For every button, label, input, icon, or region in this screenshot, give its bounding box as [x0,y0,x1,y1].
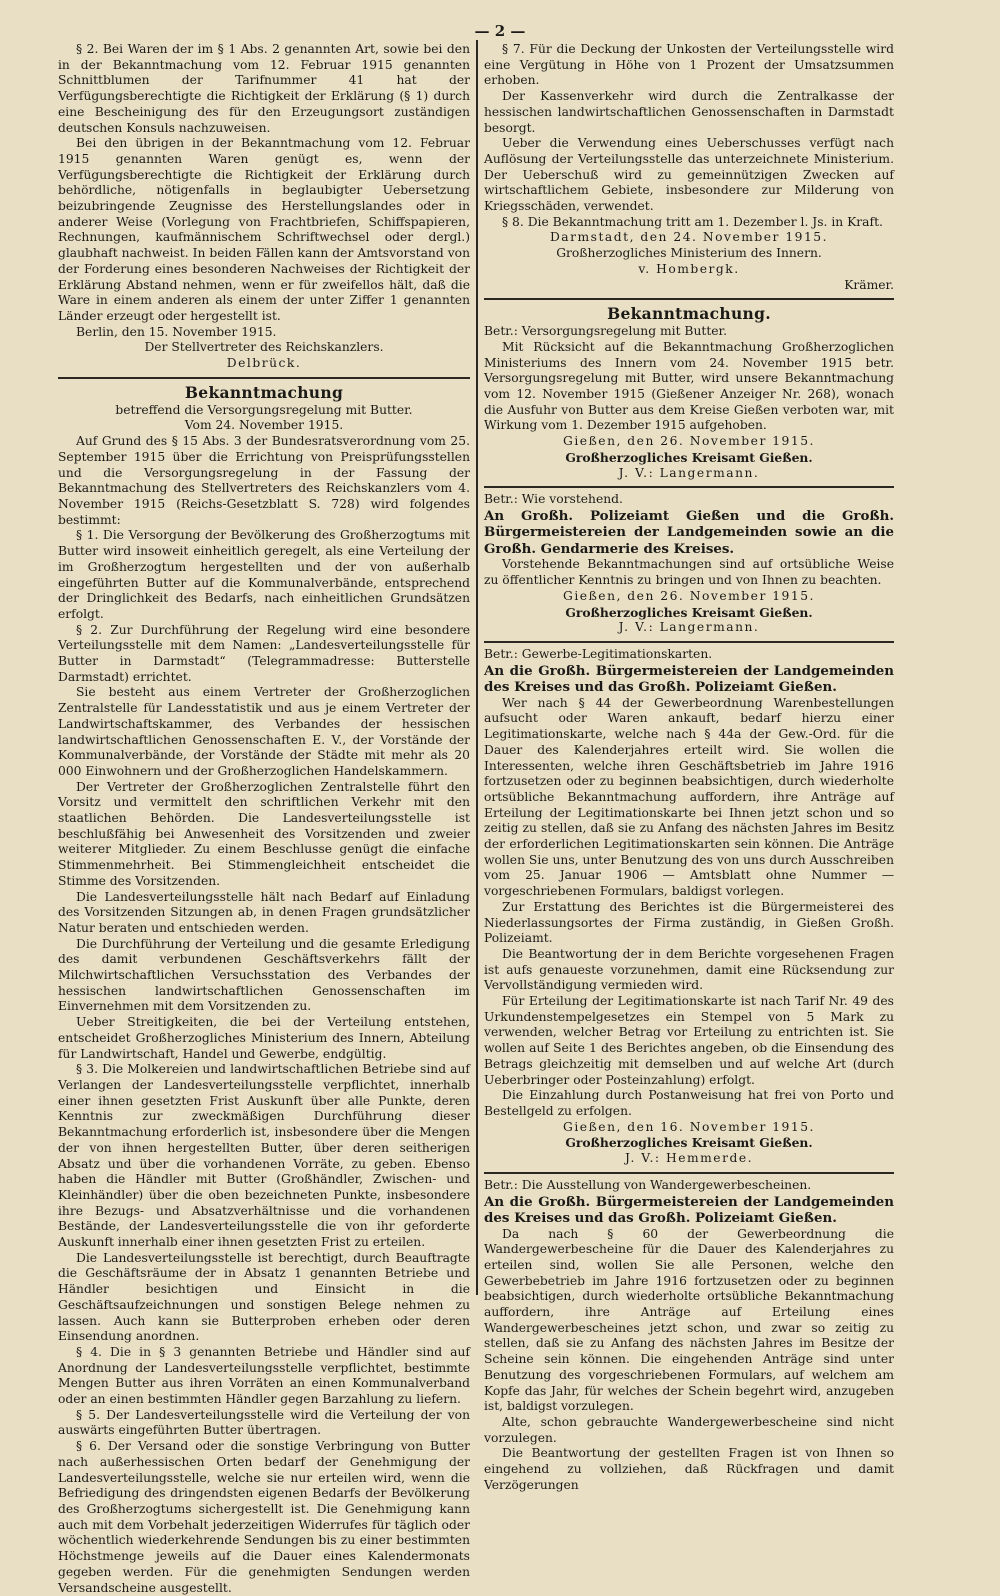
paragraph: § 8. Die Bekanntmachung tritt am 1. Dezember l. Js. in Kraft. [502,214,883,229]
addressee: An Großh. Polizeiamt Gießen und die Großh. Bürgermeistereien der Landgemeinden sowie an die Großh. Gendarmerie des Kreises. [484,507,894,557]
column-divider [476,40,478,1295]
section-divider [484,486,894,488]
authority: Großherzogliches Kreisamt Gießen. [565,604,813,620]
paragraph: § 3. Die Molkereien und landwirtschaftlichen Betriebe sind auf Verlangen der Landesverteilungsstelle verpflichtet, innerhalb einer ihnen gesetzten Frist Auskunft über alle Punkte, deren Kenntnis zur zweckmäßigen Durchführung dieser Bekanntmachung erforderlich ist, insbesondere über die Mengen der von ihnen hergestellten Butter, über deren seitherigen Absatz und über die vorhandenen Vorräte, zu geben. Ebenso haben die Händler mit Butter (Großhändler, Zwischen- und Kleinhändler) über die oben bezeichneten Punkte, insbesondere ihre Bezugs- und Absatzverhältnisse und die vorhandenen Bestände, der Landesverteilungsstelle die von ihr geforderte Auskunft innerhalb einer ihnen gesetzten Frist zu erteilen. [58,1062,470,1250]
section-divider [484,1172,894,1174]
subject-line: Betr.: Gewerbe-Legitimationskarten. [484,647,713,661]
paragraph: Der Kassenverkehr wird durch die Zentralkasse der hessischen landwirtschaftlichen Genossenschaften in Darmstadt besorgt. [484,89,894,135]
subheading-date: Vom 24. November 1915. [184,418,344,433]
paragraph: Auf Grund des § 15 Abs. 3 der Bundesratsverordnung vom 25. September 1915 über die Errichtung von Preisprüfungsstellen und die Versorgungsregelung in der Fassung der Bekanntmachung des Stellvertreters des Reichskanzlers vom 4. November 1915 (Reichs-Gesetzblatt S. 728) wird folgendes bestimmt: [58,434,470,527]
subject-line: Betr.: Versorgungsregelung mit Butter. [484,324,727,339]
section-divider [58,377,470,379]
paragraph: Sie besteht aus einem Vertreter der Großherzoglichen Zentralstelle für Landesstatistik und aus je einem Vertreter der Landwirtschaftskammer, des Verbandes der hessischen landwirtschaftlichen Genossenschaften E. V., der Vorstände der Kommunalverbände, der Vorstände der Städte mit mehr als 20 000 Einwohnern und der Großherzoglichen Handelskammern. [58,685,470,778]
paragraph: Ueber Streitigkeiten, die bei der Verteilung entstehen, entscheidet Großherzogliches Ministerium des Innern, Abteilung für Landwirtschaft, Handel und Gewerbe, endgültig. [58,1015,470,1061]
paragraph: Da nach § 60 der Gewerbeordnung die Wandergewerbescheine für die Dauer des Kalenderjahres zu erteilen sind, wollen Sie alle Personen, welche den Gewerbebetrieb im Jahre 1916 fortzusetzen oder zu beginnen beabsichtigen, durch wiederholte ortsübliche Bekanntmachung auffordern, ihre Anträge auf Erteilung eines Wandergewerbescheines jetzt schon, und zwar so zeitig zu stellen, daß sie zu Anfang des nächsten Jahres im Besitze der Scheine sein können. Die eingehenden Anträge sind unter Benutzung des vorgeschriebenen Formulars, auf welchem am Kopfe das Jahr, für welches der Schein begehrt wird, anzugeben ist, baldigst vorzulegen. [484,1226,894,1414]
paragraph: § 1. Die Versorgung der Bevölkerung des Großherzogtums mit Butter wird insoweit einheitlich geregelt, als eine Verteilung der im Großherzogtum hergestellten und der von außerhalb eingeführten Butter auf die Kommunalverbände, entsprechend der Dringlichkeit des Bedarfs, nach einheitlichen Grundsätzen erfolgt. [58,528,470,621]
paragraph: Die Durchführung der Verteilung und die gesamte Erledigung des damit verbundenen Geschäftsverkehrs fällt der Milchwirtschaftlichen Versuchsstation des Verbandes der hessischen landwirtschaftlichen Genossenschaften im Einvernehmen mit dem Vorsitzenden zu. [58,936,470,1014]
paragraph: Bei den übrigen in der Bekanntmachung vom 12. Februar 1915 genannten Waren genügt es, wenn der Verfügungsberechtigte die Richtigkeit der Erklärung durch behördliche, nötigenfalls in beglaubigter Uebersetzung beizubringende Zeugnisse des Herstellungslandes oder in anderer Weise (Vorlegung von Frachtbriefen, Schiffspapieren, Rechnungen, kaufmännischem Schriftwechsel oder dergl.) glaubhaft nachweist. In beiden Fällen kann der Amtsvorstand von der Forderung eines besonderen Nachweises der Richtigkeit der Erklärung Abstand nehmen, wenn er für zweifellos hält, daß die Ware in einem anderen als einem der unter Ziffer 1 genannten Länder erzeugt oder hergestellt ist. [58,136,470,323]
section-divider [484,641,894,643]
paragraph: § 7. Für die Deckung der Unkosten der Verteilungsstelle wird eine Vergütung in Höhe von 1 Prozent der Umsatzsummen erhoben. [484,42,894,88]
section-divider [484,298,894,300]
addressee: An die Großh. Bürgermeistereien der Landgemeinden des Kreises und das Großh. Polizeiamt Gießen. [484,662,894,696]
paragraph: § 5. Der Landesverteilungsstelle wird die Verteilung der von auswärts eingeführten Butter übertragen. [58,1407,470,1438]
place-date: Berlin, den 15. November 1915. [76,324,277,339]
authority: Großherzogliches Kreisamt Gießen. [565,449,813,465]
section-heading: Bekanntmachung [184,382,344,402]
signature-name: Delbrück. [226,356,302,371]
paragraph: Die Beantwortung der gestellten Fragen ist von Ihnen so eingehend zu vollziehen, daß Rückfragen und damit Verzögerungen [484,1446,894,1492]
page-number: — 2 — [474,22,526,40]
subject-line: Betr.: Wie vorstehend. [484,492,623,507]
paragraph: Mit Rücksicht auf die Bekanntmachung Großherzoglichen Ministeriums des Innern vom 24. November 1915 betr. Versorgungsregelung mit Butter, wird unsere Bekanntmachung vom 12. November 1915 (Gießener Anzeiger Nr. 268), wonach die Ausfuhr von Butter aus dem Kreise Gießen verboten war, mit Wirkung vom 1. Dezember 1915 aufgehoben. [484,339,894,433]
paragraph: Die Landesverteilungsstelle ist berechtigt, durch Beauftragte die Geschäftsräume der in Absatz 1 genannten Betriebe und Händler besichtigen und Einsicht in die Geschäftsaufzeichnungen und sonstigen Belege nehmen zu lassen. Auch kann sie Butterproben erheben oder deren Einsendung anordnen. [58,1250,470,1344]
paragraph: § 2. Zur Durchführung der Regelung wird eine besondere Verteilungsstelle mit dem Namen: „Landesverteilungsstelle für Butter in Darmstadt“ (Telegrammadresse: Butterstelle Darmstadt) errichtet. [58,622,470,684]
signature-name: v. Hombergk. [638,261,740,276]
paragraph: Zur Erstattung des Berichtes ist die Bürgermeisterei des Niederlassungsortes der Firma zuständig, in Gießen Großh. Polizeiamt. [484,899,894,946]
paragraph: Die Landesverteilungsstelle hält nach Bedarf auf Einladung des Vorsitzenden Sitzungen ab, in denen Fragen grundsätzlicher Natur beraten und entschieden werden. [58,889,470,935]
signature-name: Krämer. [844,277,894,292]
subject-line: Betr.: Die Ausstellung von Wandergewerbescheinen. [484,1177,812,1192]
addressee: An die Großh. Bürgermeistereien der Landgemeinden des Kreises und das Großh. Polizeiamt Gießen. [484,1193,894,1226]
subheading: betreffend die Versorgungsregelung mit Butter. [115,402,413,417]
authority: Großherzogliches Ministerium des Innern. [556,246,822,261]
place-date: Gießen, den 16. November 1915. [563,1119,815,1134]
signature-name: J. V.: Langermann. [618,620,760,635]
signature-name: J. V.: Hemmerde. [624,1151,754,1166]
place-date: Gießen, den 26. November 1915. [563,434,815,449]
right-column [484,42,894,1492]
paragraph: Ueber die Verwendung eines Ueberschusses verfügt nach Auflösung der Verteilungsstelle das unterzeichnete Ministerium. Der Ueberschuß wird zu gemeinnützigen Zwecken auf wirtschaftlichem Gebiete, insbesondere zur Milderung von Kriegsschäden, verwendet. [484,136,894,214]
paragraph: Für Erteilung der Legitimationskarte ist nach Tarif Nr. 49 des Urkundenstempelgesetzes ein Stempel von 5 Mark zu verwenden, welcher Betrag vor Erteilung zu entrichten ist. Sie wollen auf Seite 1 des Berichtes angeben, ob die Einsendung des Betrags gleichzeitig mit demselben und auf welche Art (durch Ueberbringer oder Posteinzahlung) erfolgt. [484,994,894,1087]
paragraph: Die Beantwortung der in dem Berichte vorgesehenen Fragen ist aufs genaueste vorzunehmen, damit eine Rücksendung zur Vervollständigung vermieden wird. [484,946,894,993]
paragraph: § 6. Der Versand oder die sonstige Verbringung von Butter nach außerhessischen Orten bedarf der Genehmigung der Landesverteilungsstelle, welche sie nur erteilen wird, wenn die Befriedigung des dringendsten eigenen Bedarfs der Bevölkerung des Großherzogtums sichergestellt ist. Die Genehmigung kann auch mit dem Vorbehalt jederzeitigen Widerrufes für täglich oder wöchentlich wiederkehrende Sendungen bis zu einer bestimmten Höchstmenge jeweils auf die Dauer eines Kalendermonats gegeben werden. Für die genehmigten Sendungen werden Versandscheine ausgestellt. [58,1439,470,1595]
authority: Großherzogliches Kreisamt Gießen. [565,1135,813,1151]
signature-name: J. V.: Langermann. [618,465,760,480]
paragraph: Vorstehende Bekanntmachungen sind auf ortsübliche Weise zu öffentlicher Kenntnis zu bringen und von Ihnen zu beachten. [484,557,894,588]
paragraph: Wer nach § 44 der Gewerbeordnung Warenbestellungen aufsucht oder Waren ankauft, bedarf hierzu einer Legitimationskarte, welche nach § 44a der Gew.-Ord. für die Dauer des Kalenderjahres erteilt wird. Sie wollen die Interessenten, welche ihren Geschäftsbetrieb im Jahre 1916 fortzusetzen oder zu beginnen beabsichtigen, durch wiederholte ortsübliche Bekanntmachung auffordern, ihre Anträge auf Erteilung der Legitimationskarte bei Ihnen jetzt schon und so zeitig zu stellen, daß sie zu Anfang des nächsten Jahres im Besitz der erforderlichen Legitimationskarten sein können. Die Anträge wollen Sie uns, unter Benutzung des von uns durch Ausschreiben vom 25. Januar 1906 — Amtsblatt ohne Nummer — vorgeschriebenen Formulars, baldigst vorlegen. [484,695,894,899]
paragraph: Alte, schon gebrauchte Wandergewerbescheine sind nicht vorzulegen. [484,1414,894,1445]
signature-title: Der Stellvertreter des Reichskanzlers. [144,340,384,355]
paragraph: Der Vertreter der Großherzoglichen Zentralstelle führt den Vorsitz und vermittelt den schriftlichen Verkehr mit den staatlichen Behörden. Die Landesverteilungsstelle ist beschlußfähig bei Anwesenheit des Vorsitzenden und zweier weiterer Mitglieder. Zu einem Beschlusse genügt die einfache Stimmenmehrheit. Bei Stimmengleichheit entscheidet die Stimme des Vorsitzenden. [58,779,470,888]
paragraph: Die Einzahlung durch Postanweisung hat frei von Porto und Bestellgeld zu erfolgen. [484,1088,894,1118]
place-date: Darmstadt, den 24. November 1915. [549,230,829,245]
paragraph: § 4. Die in § 3 genannten Betriebe und Händler sind auf Anordnung der Landesverteilungsstelle verpflichtet, bestimmte Mengen Butter aus ihren Vorräten an einen Kommunalverband oder an einen bestimmten Händler gegen Barzahlung zu liefern. [58,1344,470,1407]
section-heading: Bekanntmachung. [607,304,771,324]
place-date: Gießen, den 26. November 1915. [563,588,815,603]
left-column [58,42,470,1595]
paragraph: § 2. Bei Waren der im § 1 Abs. 2 genannten Art, sowie bei den in der Bekanntmachung vom 12. Februar 1915 genannten Schnittblumen der Tarifnummer 41 hat der Verfügungsberechtigte die Richtigkeit der Erklärung (§ 1) durch eine Bescheinigung des für den Erzeugungsort zuständigen deutschen Konsuls nachzuweisen. [58,42,470,135]
